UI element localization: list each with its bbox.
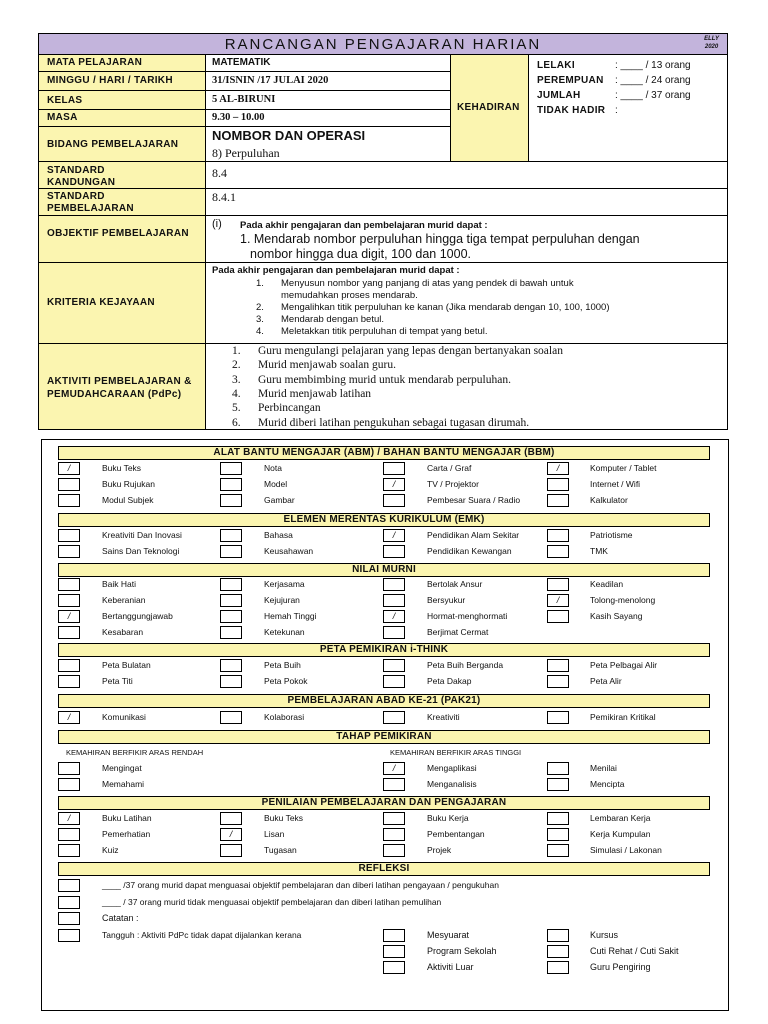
value-mata-pelajaran: MATEMATIK bbox=[205, 54, 451, 72]
checkbox[interactable] bbox=[547, 844, 569, 857]
checkbox-label: Kasih Sayang bbox=[590, 611, 643, 621]
checkbox-label: Keberanian bbox=[102, 595, 146, 605]
checkbox-label: Keusahawan bbox=[264, 546, 314, 556]
label-objektif: OBJEKTIF PEMBELAJARAN bbox=[38, 215, 206, 263]
checkbox-label: Peta Buih bbox=[264, 660, 301, 670]
value-kelas: 5 AL-BIRUNI bbox=[205, 90, 451, 110]
aktiviti-number: 1. bbox=[232, 345, 241, 357]
checkbox-label: Bersyukur bbox=[427, 595, 466, 605]
checkbox[interactable]: / bbox=[383, 610, 405, 623]
label-aktiviti: AKTIVITI PEMBELAJARAN & PEMUDAHCARAAN (PdPc) bbox=[38, 343, 206, 430]
checkbox[interactable] bbox=[220, 844, 242, 857]
checkbox-label: Sains Dan Teknologi bbox=[102, 546, 180, 556]
checkbox-label: Menilai bbox=[590, 763, 617, 773]
label-kelas: KELAS bbox=[38, 90, 206, 110]
aktiviti-item: Guru mengulangi pelajaran yang lepas dengan bertanyakan soalan bbox=[258, 345, 563, 357]
checkbox-label: Kreativiti bbox=[427, 712, 460, 722]
checkbox[interactable] bbox=[220, 529, 242, 542]
label-kriteria: KRITERIA KEJAYAAN bbox=[38, 262, 206, 344]
aktiviti-item: Guru membimbing murid untuk mendarab perpuluhan. bbox=[258, 373, 511, 386]
checkbox-label: Buku Kerja bbox=[427, 813, 469, 823]
label-masa: MASA bbox=[38, 109, 206, 127]
checkbox[interactable] bbox=[383, 828, 405, 841]
checkbox[interactable] bbox=[547, 929, 569, 942]
checkbox[interactable] bbox=[547, 961, 569, 974]
checkbox-label: Pemerhatian bbox=[102, 829, 151, 839]
checkbox-label: Kesabaran bbox=[102, 627, 144, 637]
tahap-low-label: KEMAHIRAN BERFIKIR ARAS RENDAH bbox=[66, 748, 204, 757]
checkbox[interactable]: / bbox=[383, 762, 405, 775]
checkbox-label: Buku Latihan bbox=[102, 813, 152, 823]
checkbox[interactable] bbox=[58, 929, 80, 942]
checkbox-label: Menganalisis bbox=[427, 779, 477, 789]
label-standard-kandungan: STANDARD KANDUNGAN bbox=[38, 161, 206, 189]
checkbox[interactable] bbox=[383, 961, 405, 974]
label-bidang: BIDANG PEMBELAJARAN bbox=[38, 126, 206, 162]
aktiviti-number: 3. bbox=[232, 373, 241, 386]
checkbox-label: Kuiz bbox=[102, 845, 119, 855]
checkbox[interactable] bbox=[58, 912, 80, 925]
checkbox-label: Peta Bulatan bbox=[102, 660, 151, 670]
value-bidang: NOMBOR DAN OPERASI 8) Perpuluhan bbox=[205, 126, 451, 162]
kriteria-item: Menyusun nombor yang panjang di atas yang pendek di bawah untuk bbox=[281, 278, 574, 289]
aktiviti-number: 2. bbox=[232, 359, 241, 372]
checkbox-label: Peta Dakap bbox=[427, 676, 472, 686]
aktiviti-item: Perbincangan bbox=[258, 402, 321, 415]
badge: ELLY 2020 bbox=[704, 36, 719, 50]
checkbox-label: Tugasan bbox=[264, 845, 297, 855]
kriteria-item: Meletakkan titik perpuluhan di tempat yang betul. bbox=[281, 326, 488, 337]
checkbox[interactable] bbox=[547, 478, 569, 491]
checkbox[interactable] bbox=[58, 626, 80, 639]
refleksi-tangguh: Tangguh : Aktiviti PdPc tidak dapat dijalankan kerana bbox=[102, 930, 302, 940]
checkbox[interactable] bbox=[58, 675, 80, 688]
checkbox-label: Kejujuran bbox=[264, 595, 300, 605]
checkbox-label: Pemikiran Kritikal bbox=[590, 712, 656, 722]
checkbox-label: Buku Teks bbox=[102, 463, 142, 473]
checkbox[interactable] bbox=[383, 462, 405, 475]
checkbox[interactable]: / bbox=[547, 462, 569, 475]
label-kehadiran: KEHADIRAN bbox=[450, 54, 529, 162]
section-ithink: PETA PEMIKIRAN i-THINK bbox=[58, 643, 710, 657]
checkbox[interactable]: / bbox=[383, 478, 405, 491]
kriteria-number: 2. bbox=[256, 302, 264, 313]
checkbox-label: Modul Subjek bbox=[102, 495, 154, 505]
checkbox-label: Komunikasi bbox=[102, 712, 146, 722]
aktiviti-number: 4. bbox=[232, 387, 241, 400]
kriteria-number: 3. bbox=[256, 314, 264, 325]
checkbox-label: Buku Rujukan bbox=[102, 479, 155, 489]
checkbox-label: Projek bbox=[427, 845, 452, 855]
checkbox-label: Peta Alir bbox=[590, 676, 622, 686]
value-standard-kandungan: 8.4 bbox=[205, 161, 728, 189]
checkbox[interactable] bbox=[58, 778, 80, 791]
checkbox-label: Peta Buih Berganda bbox=[427, 660, 504, 670]
title-bar bbox=[38, 33, 728, 55]
checkbox[interactable] bbox=[547, 828, 569, 841]
checkbox[interactable] bbox=[220, 545, 242, 558]
section-tahap: TAHAP PEMIKIRAN bbox=[58, 730, 710, 744]
checkbox-label: TMK bbox=[590, 546, 608, 556]
objektif-content: (i) Pada akhir pengajaran dan pembelajaran murid dapat : 1. Mendarab nombor perpuluhan hingga tiga tempat perpuluhan dengan nombor hingga dua digit, 100 dan 1000. bbox=[205, 215, 728, 263]
checkbox-label: Tolong-menolong bbox=[590, 595, 656, 605]
refleksi-line2: ____ / 37 orang murid tidak menguasai objektif pembelajaran dan diberi latihan pemulihan bbox=[102, 897, 442, 907]
aktiviti-item: Murid diberi latihan pengukuhan sebagai tugasan dirumah. bbox=[258, 416, 530, 429]
checkbox[interactable]: / bbox=[383, 529, 405, 542]
checkbox[interactable] bbox=[58, 494, 80, 507]
checkbox-label: Mengingat bbox=[102, 763, 142, 773]
aktiviti-item: Murid menjawab soalan guru. bbox=[258, 359, 396, 372]
checkbox[interactable] bbox=[220, 711, 242, 724]
checkbox[interactable] bbox=[383, 778, 405, 791]
checkbox-label: Hormat-menghormati bbox=[427, 611, 508, 621]
checkbox-label: Pendidikan Alam Sekitar bbox=[427, 530, 520, 540]
kriteria-content: Pada akhir pengajaran dan pembelajaran murid dapat : 1. Menyusun nombor yang panjang di atas yang pendek di bawah untuk memudahkan proses mendarab. 2. Mengalihkan titik perpuluhan ke kanan (Jika mendarab dengan 10, 100, 1000) 3. Mendarab dengan betul. 4. Meletakkan titik perpuluhan di tempat yang betul. bbox=[205, 262, 728, 344]
checkbox[interactable]: / bbox=[58, 610, 80, 623]
checkbox-label: Memahami bbox=[102, 779, 145, 789]
page-title: RANCANGAN PENGAJARAN HARIAN bbox=[224, 36, 542, 53]
checkbox-label: Lisan bbox=[264, 829, 285, 839]
checkbox-label: Bahasa bbox=[264, 530, 293, 540]
checkbox[interactable] bbox=[58, 659, 80, 672]
checkbox-label: Kalkulator bbox=[590, 495, 628, 505]
checkbox[interactable] bbox=[547, 578, 569, 591]
checkbox-label: Hemah Tinggi bbox=[264, 611, 317, 621]
checkbox-label: TV / Projektor bbox=[427, 479, 479, 489]
checkbox-label: Mencipta bbox=[590, 779, 625, 789]
checkbox-label: Bertolak Ansur bbox=[427, 579, 483, 589]
checkbox[interactable] bbox=[58, 879, 80, 892]
checkbox[interactable] bbox=[383, 594, 405, 607]
aktiviti-number: 6. bbox=[232, 416, 241, 429]
checkbox-label: Berjimat Cermat bbox=[427, 627, 489, 637]
checkbox[interactable] bbox=[547, 945, 569, 958]
checkbox-label: Baik Hati bbox=[102, 579, 137, 589]
checkbox[interactable] bbox=[58, 762, 80, 775]
checkbox-label: Mengaplikasi bbox=[427, 763, 477, 773]
checkbox[interactable] bbox=[383, 929, 405, 942]
checkbox[interactable] bbox=[220, 594, 242, 607]
aktiviti-number: 5. bbox=[232, 402, 241, 415]
refleksi-line1: ____ /37 orang murid dapat menguasai objektif pembelajaran dan diberi latihan pengayaan / pengukuhan bbox=[102, 880, 499, 890]
label-standard-pembelajaran: STANDARD PEMBELAJARAN bbox=[38, 188, 206, 216]
checkbox[interactable] bbox=[58, 478, 80, 491]
label-minggu: MINGGU / HARI / TARIKH bbox=[38, 71, 206, 91]
kehadiran-panel: LELAKI : ____ / 13 orang PEREMPUAN : ____ / 24 orang JUMLAH : ____ / 37 orang TIDAK HADIR : bbox=[528, 54, 728, 162]
checkbox-label: Gambar bbox=[264, 495, 295, 505]
checkbox[interactable] bbox=[58, 594, 80, 607]
checkbox-label: Kolaborasi bbox=[264, 712, 305, 722]
checkbox-label: Pendidikan Kewangan bbox=[427, 546, 512, 556]
aktiviti-item: Murid menjawab latihan bbox=[258, 387, 372, 400]
refleksi-option: Program Sekolah bbox=[427, 946, 497, 956]
checkbox-label: Bertanggungjawab bbox=[102, 611, 173, 621]
value-minggu: 31/ISNIN /17 JULAI 2020 bbox=[205, 71, 451, 91]
checkbox-label: Kreativiti Dan Inovasi bbox=[102, 530, 182, 540]
checkbox[interactable] bbox=[220, 578, 242, 591]
checkbox[interactable] bbox=[383, 844, 405, 857]
checkbox[interactable] bbox=[220, 494, 242, 507]
checkbox[interactable] bbox=[220, 462, 242, 475]
checkbox[interactable] bbox=[383, 812, 405, 825]
checkbox-label: Pembentangan bbox=[427, 829, 485, 839]
checkbox[interactable] bbox=[547, 610, 569, 623]
checkbox[interactable] bbox=[58, 578, 80, 591]
checkbox[interactable] bbox=[220, 675, 242, 688]
checkbox-label: Nota bbox=[264, 463, 282, 473]
checkbox-label: Peta Pokok bbox=[264, 676, 308, 686]
label-mata-pelajaran: MATA PELAJARAN bbox=[38, 54, 206, 72]
checkbox[interactable] bbox=[547, 812, 569, 825]
checkbox[interactable] bbox=[383, 945, 405, 958]
checkbox[interactable]: / bbox=[58, 462, 80, 475]
section-nilai: NILAI MURNI bbox=[58, 563, 710, 577]
checkbox[interactable] bbox=[220, 478, 242, 491]
checkbox[interactable] bbox=[220, 610, 242, 623]
checkbox-label: Buku Teks bbox=[264, 813, 304, 823]
checkbox[interactable] bbox=[547, 711, 569, 724]
checkbox[interactable] bbox=[58, 828, 80, 841]
tahap-high-label: KEMAHIRAN BERFIKIR ARAS TINGGI bbox=[390, 748, 522, 757]
refleksi-option: Mesyuarat bbox=[427, 930, 470, 940]
checkbox[interactable] bbox=[220, 812, 242, 825]
kriteria-number: 1. bbox=[256, 278, 264, 289]
checkbox[interactable] bbox=[547, 545, 569, 558]
checkbox[interactable] bbox=[547, 529, 569, 542]
section-abm: ALAT BANTU MENGAJAR (ABM) / BAHAN BANTU MENGAJAR (BBM) bbox=[58, 446, 710, 460]
checkbox-label: Patriotisme bbox=[590, 530, 633, 540]
checkbox[interactable] bbox=[220, 626, 242, 639]
checkbox-label: Komputer / Tablet bbox=[590, 463, 657, 473]
checkbox[interactable] bbox=[383, 545, 405, 558]
checkbox-label: Simulasi / Lakonan bbox=[590, 845, 662, 855]
checkbox[interactable] bbox=[220, 659, 242, 672]
kriteria-item: Mengalihkan titik perpuluhan ke kanan (Jika mendarab dengan 10, 100, 1000) bbox=[281, 302, 610, 313]
checkbox-label: Peta Titi bbox=[102, 676, 133, 686]
section-refleksi: REFLEKSI bbox=[58, 862, 710, 876]
checkbox[interactable] bbox=[383, 578, 405, 591]
checkbox[interactable] bbox=[58, 545, 80, 558]
checkbox-label: Carta / Graf bbox=[427, 463, 472, 473]
checkbox[interactable] bbox=[383, 675, 405, 688]
refleksi-catatan: Catatan : bbox=[102, 913, 139, 923]
checkbox[interactable] bbox=[383, 711, 405, 724]
checkbox[interactable] bbox=[383, 659, 405, 672]
refleksi-option: Guru Pengiring bbox=[590, 962, 651, 972]
checkbox[interactable] bbox=[58, 844, 80, 857]
refleksi-option: Cuti Rehat / Cuti Sakit bbox=[590, 946, 679, 956]
checkbox[interactable] bbox=[547, 659, 569, 672]
refleksi-option: Kursus bbox=[590, 930, 619, 940]
checkbox[interactable]: / bbox=[58, 812, 80, 825]
checkbox-label: Ketekunan bbox=[264, 627, 305, 637]
section-penilaian: PENILAIAN PEMBELAJARAN DAN PENGAJARAN bbox=[58, 796, 710, 810]
checkbox[interactable] bbox=[383, 494, 405, 507]
checkbox[interactable] bbox=[547, 778, 569, 791]
checkbox[interactable] bbox=[383, 626, 405, 639]
checkbox-label: Model bbox=[264, 479, 288, 489]
checkbox-label: Peta Pelbagai Alir bbox=[590, 660, 658, 670]
checkbox[interactable] bbox=[58, 896, 80, 909]
kriteria-number: 4. bbox=[256, 326, 264, 337]
kriteria-item: Mendarab dengan betul. bbox=[281, 314, 384, 325]
section-pak21: PEMBELAJARAN ABAD KE-21 (PAK21) bbox=[58, 694, 710, 708]
checkbox[interactable]: / bbox=[220, 828, 242, 841]
aktiviti-content bbox=[205, 343, 728, 430]
checkbox[interactable]: / bbox=[547, 594, 569, 607]
checkbox-label: Internet / Wifi bbox=[590, 479, 641, 489]
checkbox-label: Lembaran Kerja bbox=[590, 813, 651, 823]
checkbox-label: Kerjasama bbox=[264, 579, 305, 589]
checkbox[interactable] bbox=[547, 675, 569, 688]
checkbox[interactable]: / bbox=[58, 711, 80, 724]
checkbox-label: Kerja Kumpulan bbox=[590, 829, 651, 839]
checkbox[interactable] bbox=[547, 494, 569, 507]
section-emk: ELEMEN MERENTAS KURIKULUM (EMK) bbox=[58, 513, 710, 527]
checkbox-label: Keadilan bbox=[590, 579, 624, 589]
checkbox[interactable] bbox=[547, 762, 569, 775]
value-standard-pembelajaran: 8.4.1 bbox=[205, 188, 728, 216]
refleksi-option: Aktiviti Luar bbox=[427, 962, 474, 972]
checkbox[interactable] bbox=[58, 529, 80, 542]
checkbox-label: Pembesar Suara / Radio bbox=[427, 495, 521, 505]
value-masa: 9.30 – 10.00 bbox=[205, 109, 451, 127]
kriteria-item: memudahkan proses mendarab. bbox=[281, 290, 418, 301]
